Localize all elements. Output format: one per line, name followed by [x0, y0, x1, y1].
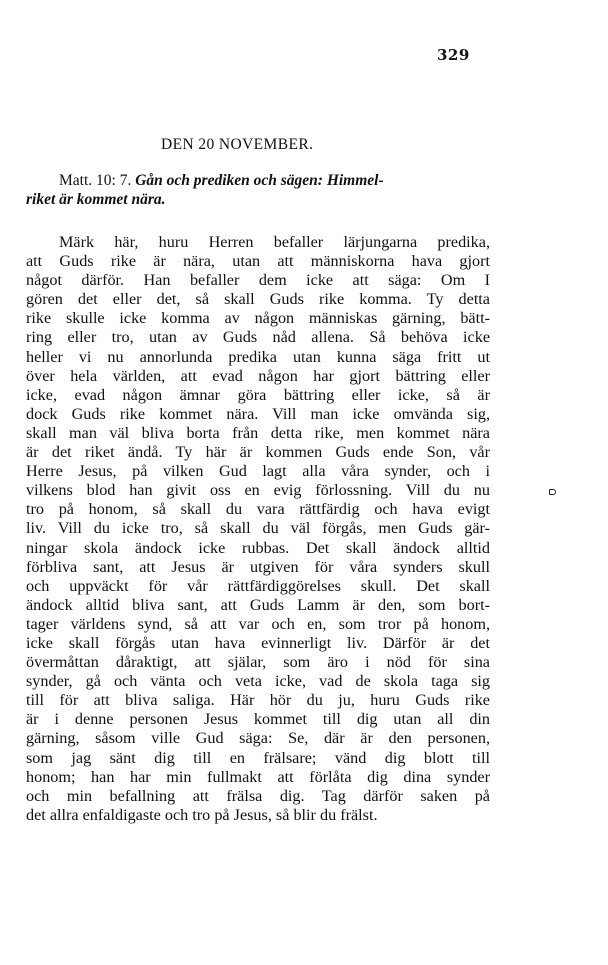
text-line: som jag sänt dig till en frälsare; vänd dig blott till — [26, 748, 490, 767]
text-line: icke, evad någon ämnar göra bättring eller icke, så är — [26, 385, 490, 404]
epigraph-line-1 — [26, 171, 490, 190]
text-line: ningar skola ändock icke rubbas. Det skall ändock alltid — [26, 538, 490, 557]
epigraph — [26, 171, 490, 209]
text-line: gören det eller det, så skall Guds rike komma. Ty detta — [26, 290, 490, 309]
text-line: skall man väl bliva borta från detta rike, men kommet nära — [26, 423, 490, 442]
text-line: tro på honom, så skall du vara rättfärdig och hava evigt — [26, 500, 490, 519]
page-number: 329 — [437, 46, 470, 64]
text-line: att Guds rike är nära, utan att människorna hava gjort — [26, 252, 490, 271]
text-line: rike skulle icke komma av någon människas gärning, bätt- — [26, 309, 490, 328]
scripture-quote-continued: riket är kommet nära. — [26, 191, 166, 208]
text-line: dock Guds rike kommet nära. Vill man icke omvända sig, — [26, 404, 490, 423]
text-line: övermåttan dåraktigt, att själar, som äro i nöd för sina — [26, 653, 490, 672]
text-line: synder, gå och vänta och veta icke, vad de skola taga sig — [26, 672, 490, 691]
text-line: ring eller tro, utan av Guds nåd allena. Så behöva icke — [26, 328, 490, 347]
text-line: och min befallning att frälsa dig. Tag därför saken på — [26, 786, 490, 805]
text-line: icke skall förgås utan hava evinnerligt liv. Därför är det — [26, 633, 490, 652]
page-heading: DEN 20 NOVEMBER. — [161, 136, 314, 153]
scripture-quote: Gån och prediken och sägen: Himmel- — [135, 172, 384, 189]
text-line: förbliva sant, att Jesus är utgiven för våra synders skull — [26, 557, 490, 576]
text-line: Herre Jesus, på vilken Gud lagt alla våra synder, och i — [26, 462, 490, 481]
text-line: vilkens blod han givit oss en evig förlossning. Vill du nu — [26, 481, 490, 500]
text-line: över hela världen, att evad någon har gjort bättring eller — [26, 366, 490, 385]
epigraph-line-2 — [26, 190, 490, 209]
text-line: ändock alltid bliva sant, att Guds Lamm är den, som bort- — [26, 595, 490, 614]
text-line: är i denne personen Jesus kommet till dig utan all din — [26, 710, 490, 729]
text-line: tager världens synd, så att var och en, som tror på honom, — [26, 614, 490, 633]
text-line: är det riket ändå. Ty här är kommen Guds ende Son, vår — [26, 443, 490, 462]
text-line: till för att bliva saliga. Här hör du ju, huru Guds rike — [26, 691, 490, 710]
text-line: liv. Vill du icke tro, så skall du väl förgås, men Guds gär- — [26, 519, 490, 538]
margin-mark-icon — [549, 489, 556, 495]
text-line: det allra enfaldigaste och tro på Jesus, så blir du frälst. — [26, 805, 378, 824]
text-line: något därför. Han befaller dem icke att säga: Om I — [26, 271, 490, 290]
text-line: Märk här, huru Herren befaller lärjungarna predika, — [59, 233, 490, 251]
text-line: gärning, såsom ville Gud säga: Se, där är den personen, — [26, 729, 490, 748]
body-text — [26, 233, 490, 825]
scripture-reference: Matt. 10: 7. — [59, 172, 132, 189]
text-line: honom; han har min fullmakt att förlåta dig dina synder — [26, 767, 490, 786]
text-line: heller vi nu annorlunda predika utan kunna säga fritt ut — [26, 347, 490, 366]
text-line: och uppväckt för vår rättfärdiggörelses skull. Det skall — [26, 576, 490, 595]
